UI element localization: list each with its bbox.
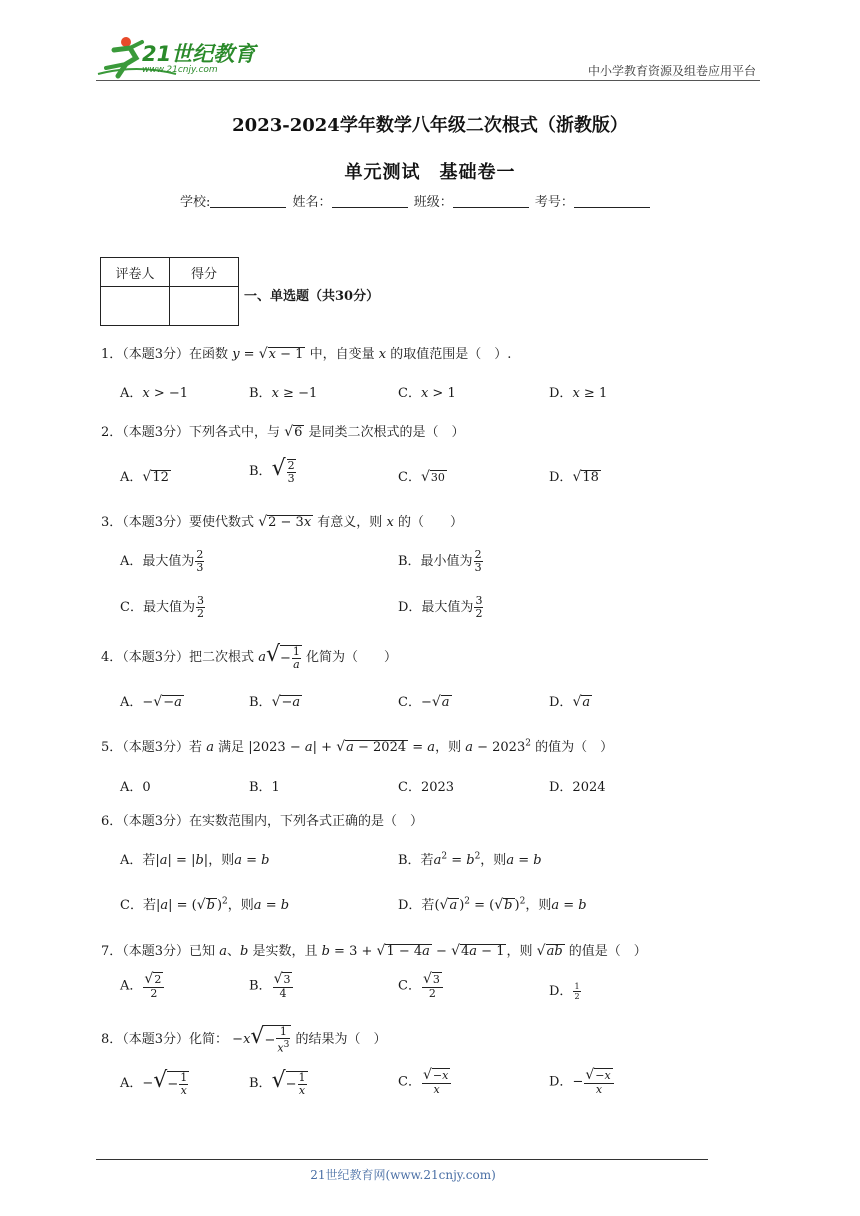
q8-option-a[interactable]: A．−√− $\frac{1}{x}$ bbox=[120, 1068, 188, 1097]
q4-option-b[interactable]: B．√−a bbox=[249, 694, 301, 710]
q3-option-a[interactable]: A．最大值为 $\frac{2}{3}$ bbox=[120, 548, 204, 574]
question-6: 6．（本题3分）在实数范围内，下列各式正确的是（ ） bbox=[101, 814, 424, 829]
name-blank[interactable] bbox=[332, 195, 408, 208]
score-cell[interactable] bbox=[170, 287, 239, 326]
q7-option-a[interactable]: A． $\frac{√2}{2}$ bbox=[120, 972, 165, 1000]
q7-option-c[interactable]: C． $\frac{√3}{2}$ bbox=[398, 972, 444, 1000]
q2-option-d[interactable]: D．√18 bbox=[549, 469, 599, 485]
q2-option-c[interactable]: C．√30 bbox=[398, 469, 445, 485]
page-subtitle: 单元测试 基础卷一 bbox=[344, 162, 516, 183]
header-divider bbox=[96, 80, 760, 81]
exam-no-blank[interactable] bbox=[574, 195, 650, 208]
q2-option-a[interactable]: A．√12 bbox=[120, 469, 169, 485]
score-table bbox=[100, 257, 239, 326]
question-2: 2．（本题3分）下列各式中，与 √6 是同类二次根式的是（ ） bbox=[101, 424, 465, 440]
exam-no-label: 考号： bbox=[534, 195, 574, 210]
question-5: 5．（本题3分）若 a 满足 |2023 − a| + √a − 2024 = a，则 $a - 2023^2$ 的值为（ ） bbox=[101, 738, 614, 755]
q4-option-d[interactable]: D．√a bbox=[549, 694, 591, 710]
class-label: 班级： bbox=[413, 195, 453, 210]
class-blank[interactable] bbox=[453, 195, 529, 208]
q6-option-d[interactable]: D．若(√a )$^2$ = (√b )$^2$，则a = b bbox=[398, 896, 587, 913]
page-title: 2023-2024学年数学八年级二次根式（浙教版） bbox=[232, 115, 628, 136]
q5-option-c[interactable]: C．2023 bbox=[398, 780, 455, 795]
q6-option-c[interactable]: C．若|a| = (√b )$^2$，则a = b bbox=[120, 896, 290, 913]
q1-option-a[interactable]: A．x > −1 bbox=[120, 386, 189, 401]
q4-option-c[interactable]: C．−√a bbox=[398, 694, 450, 710]
question-8: 8．（本题3分）化简： −x√− $\frac{1}{x^3}$ 的结果为（ ） bbox=[101, 1024, 387, 1055]
q4-option-a[interactable]: A．−√−a bbox=[120, 694, 182, 710]
q5-option-d[interactable]: D．2024 bbox=[549, 780, 606, 795]
question-1: 1．（本题3分）在函数 y = √x − 1 中，自变量 x 的取值范围是（ ）. bbox=[101, 346, 512, 362]
q7-option-d[interactable]: D． $\frac{1}{2}$ bbox=[549, 982, 580, 1001]
question-3: 3．（本题3分）要使代数式 √2 − 3x 有意义，则 x 的（ ） bbox=[101, 514, 463, 530]
name-label: 姓名： bbox=[292, 195, 332, 210]
student-info-line bbox=[180, 191, 652, 210]
platform-name: 中小学教育资源及组卷应用平台 bbox=[587, 64, 756, 78]
brand-url: www.21cnjy.com bbox=[142, 65, 218, 75]
score-header: 得分 bbox=[170, 258, 239, 287]
footer-link[interactable]: 21世纪教育网(www.21cnjy.com) bbox=[310, 1168, 496, 1182]
q7-option-b[interactable]: B． $\frac{√3}{4}$ bbox=[249, 972, 294, 1000]
q1-option-d[interactable]: D．x ≥ 1 bbox=[549, 386, 608, 401]
q6-option-b[interactable]: B．若$a^2 = b^2$，则a = b bbox=[398, 851, 542, 868]
school-label: 学校: bbox=[180, 195, 211, 210]
q6-option-a[interactable]: A．若|a| = |b|，则a = b bbox=[120, 853, 270, 868]
q5-option-b[interactable]: B．1 bbox=[249, 780, 280, 795]
grader-cell[interactable] bbox=[101, 287, 170, 326]
q2-option-b[interactable]: B．√ $\frac{2}{3}$ bbox=[249, 456, 295, 485]
school-blank[interactable] bbox=[210, 195, 286, 208]
q8-option-d[interactable]: D．− $\frac{√-x}{x}$ bbox=[549, 1068, 615, 1096]
question-7: 7．（本题3分）已知 a、b 是实数，且 b = 3 + √1 − 4a − √4a − 1 ，则 √ab 的值是（ ） bbox=[101, 943, 647, 959]
q3-option-b[interactable]: B．最小值为 $\frac{2}{3}$ bbox=[398, 548, 482, 574]
q8-option-c[interactable]: C． $\frac{√-x}{x}$ bbox=[398, 1068, 452, 1096]
brand-name: 21世纪教育 bbox=[142, 42, 256, 66]
footer-divider bbox=[96, 1159, 708, 1160]
grader-header: 评卷人 bbox=[101, 258, 170, 287]
q1-option-c[interactable]: C．x > 1 bbox=[398, 386, 456, 401]
q5-option-a[interactable]: A．0 bbox=[120, 780, 151, 795]
question-4: 4．（本题3分）把二次根式 a√− $\frac{1}{a}$ 化简为（ ） bbox=[101, 642, 398, 671]
q3-option-d[interactable]: D．最大值为 $\frac{3}{2}$ bbox=[398, 594, 483, 620]
q1-option-b[interactable]: B．x ≥ −1 bbox=[249, 386, 318, 401]
q3-option-c[interactable]: C．最大值为 $\frac{3}{2}$ bbox=[120, 594, 204, 620]
section-heading: 一、单选题（共30分） bbox=[244, 289, 380, 304]
q8-option-b[interactable]: B．√− $\frac{1}{x}$ bbox=[249, 1068, 306, 1097]
